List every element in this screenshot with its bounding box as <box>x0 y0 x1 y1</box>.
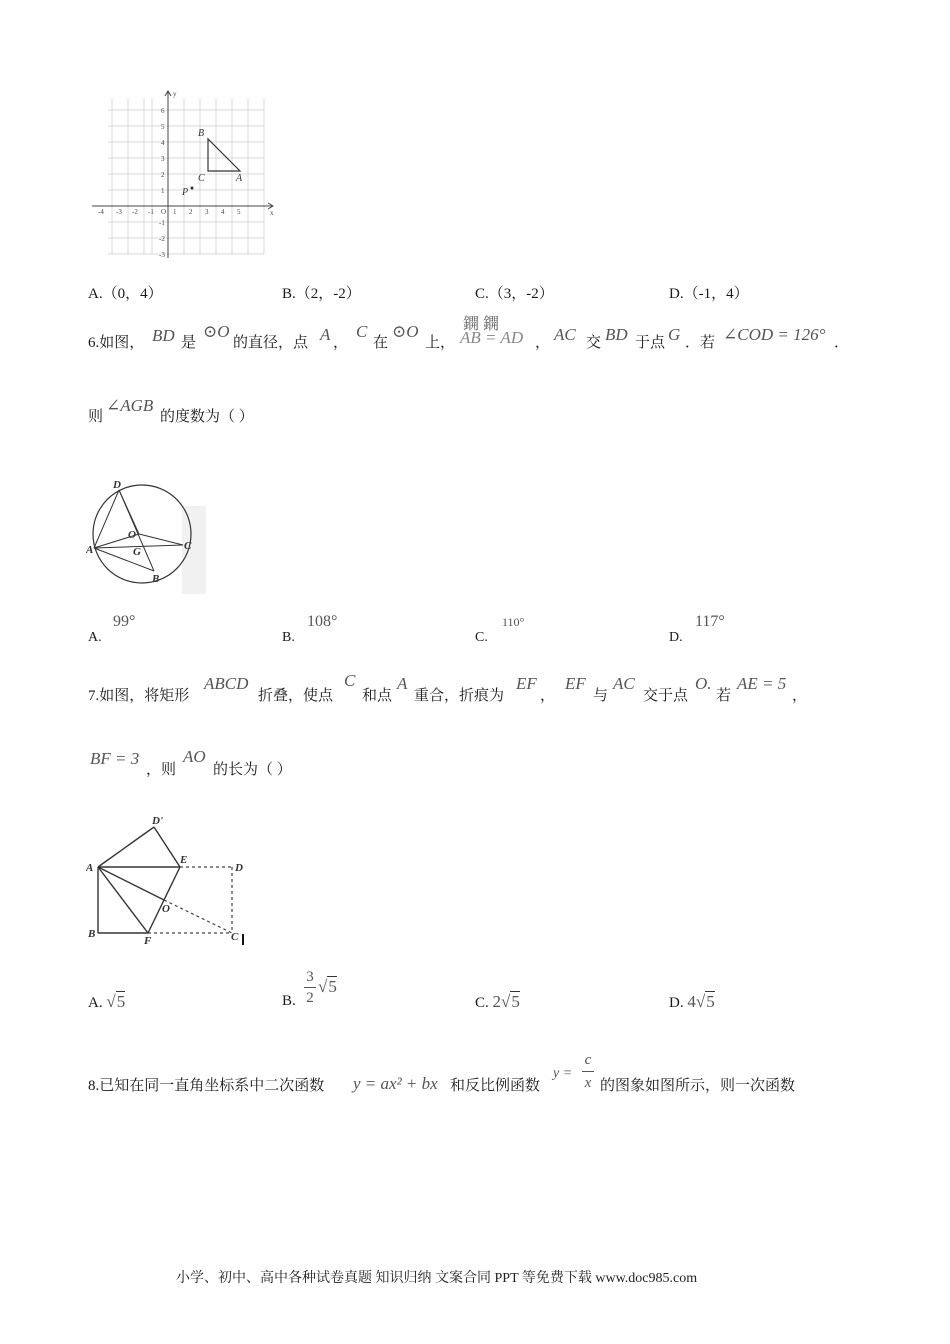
q6-comma2: ， <box>535 335 551 351</box>
y-tick: 5 <box>161 123 165 131</box>
q7-label-a: A <box>86 862 94 874</box>
x-tick: 5 <box>237 208 241 216</box>
circle-o <box>93 485 191 583</box>
q6-garbled-arcs: 鐦 鐦 <box>463 316 500 333</box>
q8-text-start: 8.已知在同一直角坐标系中二次函数 <box>88 1078 325 1094</box>
q6-bd: BD <box>152 326 175 345</box>
x-tick: 4 <box>221 208 225 216</box>
q6-label-o: O <box>128 529 136 541</box>
q6-then: 则 <box>88 409 104 425</box>
q6-bd2: BD <box>605 325 628 344</box>
q6-ac: AC <box>554 325 576 344</box>
q7-meet: 交于点 <box>643 688 689 704</box>
q7-label-o: O <box>162 903 170 915</box>
q6-option-b-letter: B. <box>282 630 295 645</box>
q7-option-b-letter: B. <box>282 993 296 1009</box>
q7-option-a-sqrt: √5 <box>106 992 126 1011</box>
point-p-label: P <box>182 187 189 198</box>
y-tick: -2 <box>159 235 165 243</box>
q6-question-tail: 的度数为（ ） <box>160 409 254 425</box>
q6-if: ．若 <box>685 335 716 351</box>
x-tick: -1 <box>148 208 154 216</box>
point-a-label: A <box>236 173 243 184</box>
q7-number: 7.如图，将矩形 <box>88 688 190 704</box>
q6-option-c-letter: C. <box>475 630 488 645</box>
x-tick: -2 <box>132 208 138 216</box>
q6-option-a-letter: A. <box>88 630 102 645</box>
q8-inverse-fraction: c x <box>582 1053 594 1091</box>
q8-inverse-lhs: y = <box>553 1066 573 1081</box>
q7-fold: 折叠，使点 <box>258 688 334 704</box>
y-tick: 1 <box>161 187 165 195</box>
q7-option-a-letter: A. <box>88 995 103 1011</box>
q5-option-c: C.（3，-2） <box>475 286 554 302</box>
q7-label-c: C <box>231 931 239 943</box>
q7-option-c-value: 2√5 <box>492 992 520 1011</box>
q8-text-end: 的图象如图所示，则一次函数 <box>600 1078 796 1094</box>
y-axis-label: y <box>173 90 177 98</box>
q6-label-g: G <box>133 546 141 558</box>
q7-label-b: B <box>88 928 96 940</box>
q6-is: 是 <box>181 335 197 351</box>
q6-comma: ， <box>333 335 349 351</box>
q7-with: 与 <box>593 688 609 704</box>
q7-option-d <box>669 991 715 1012</box>
q6-point-g: G <box>668 325 681 344</box>
q6-intersect: 交 <box>586 335 602 351</box>
q7-point-o: O. <box>695 674 712 693</box>
q6-label-a: A <box>86 544 94 556</box>
q6-option-b-value: 108° <box>307 613 338 630</box>
q8-quadratic: y = ax² + bx <box>353 1074 438 1093</box>
y-tick: 3 <box>161 155 165 163</box>
q7-option-b-sqrt: √5 <box>318 977 337 996</box>
x-tick: 1 <box>173 208 177 216</box>
q7-point-c: C <box>344 671 356 690</box>
q6-arc-equation: AB = AD <box>460 328 524 347</box>
point-c-label: C <box>198 173 205 184</box>
q7-ao: AO <box>183 747 206 766</box>
q7-question-tail: 的长为（ ） <box>213 762 292 778</box>
point-p <box>191 187 194 190</box>
q6-circle-figure <box>86 476 206 594</box>
q7-option-c <box>475 991 520 1012</box>
q7-coincide: 重合，折痕为 <box>414 688 505 704</box>
x-tick: 3 <box>205 208 209 216</box>
page-footer: 小学、初中、高中各种试卷真题 知识归纳 文案合同 PPT 等免费下载 www.doc985.com <box>176 1271 698 1286</box>
y-tick: 2 <box>161 171 165 179</box>
q7-ae: AE = 5 <box>737 674 787 693</box>
q6-diameter: 的直径，点 <box>233 335 309 351</box>
q7-fold-figure <box>86 810 256 950</box>
y-tick: 4 <box>161 139 165 147</box>
q6-period: ． <box>834 335 850 351</box>
q6-option-d-letter: D. <box>669 630 683 645</box>
triangle-abc <box>208 139 240 171</box>
y-tick: -3 <box>159 251 165 259</box>
q7-ef: EF <box>516 674 537 693</box>
q7-bf: BF = 3 <box>90 749 140 768</box>
q8-text-middle: 和反比例函数 <box>450 1078 541 1094</box>
q5-option-d: D.（-1，4） <box>669 286 749 302</box>
q6-on: 上， <box>425 335 456 351</box>
q6-number: 6.如图， <box>88 335 145 351</box>
q6-option-c-value: 110° <box>502 615 525 629</box>
q7-option-b-fraction: 3 2 <box>304 970 316 1006</box>
q6-option-a-value: 99° <box>113 613 136 630</box>
q7-if: 若 <box>716 688 732 704</box>
q6-option-d-value: 117° <box>695 613 725 630</box>
q7-label-f: F <box>144 935 152 947</box>
point-b-label: B <box>198 128 205 139</box>
q7-comma-end: ， <box>792 688 808 704</box>
q6-label-c: C <box>184 540 192 552</box>
x-tick: 2 <box>189 208 193 216</box>
q6-angle-cod: ∠COD = 126° <box>723 325 826 344</box>
q7-option-a <box>88 991 125 1012</box>
q7-option-c-letter: C. <box>475 995 489 1011</box>
q7-ef2: EF <box>565 674 586 693</box>
q6-circle-o2: ⊙O <box>392 322 419 341</box>
q7-label-d: D <box>235 862 243 874</box>
q7-option-d-value: 4√5 <box>687 992 715 1011</box>
q6-point-c: C <box>356 322 368 341</box>
q6-angle-agb: ∠AGB <box>106 396 154 415</box>
q7-abcd: ABCD <box>204 674 249 693</box>
q5-coordinate-figure <box>88 88 278 260</box>
x-tick: -4 <box>98 208 104 216</box>
q7-comma: ， <box>540 688 556 704</box>
q7-ac: AC <box>613 674 635 693</box>
q7-label-e: E <box>180 854 188 866</box>
y-tick: 6 <box>161 107 165 115</box>
q6-point-a: A <box>320 325 331 344</box>
q6-label-b: B <box>152 573 160 585</box>
q7-then: ，则 <box>146 762 177 778</box>
q6-at-point: 于点 <box>635 335 666 351</box>
q6-label-d: D <box>113 479 121 491</box>
q5-option-a: A.（0，4） <box>88 286 163 302</box>
x-tick: -3 <box>116 208 122 216</box>
q6-circle-o: ⊙O <box>203 322 230 341</box>
q7-point-a: A <box>397 674 408 693</box>
x-axis-label: x <box>270 209 274 217</box>
q7-label-dprime: D' <box>152 815 163 827</box>
y-tick: -1 <box>159 219 165 227</box>
q7-and: 和点 <box>362 688 393 704</box>
q6-in: 在 <box>373 335 389 351</box>
q7-option-d-letter: D. <box>669 995 684 1011</box>
q5-option-b: B.（2，-2） <box>282 286 361 302</box>
origin-label: O <box>161 208 167 216</box>
